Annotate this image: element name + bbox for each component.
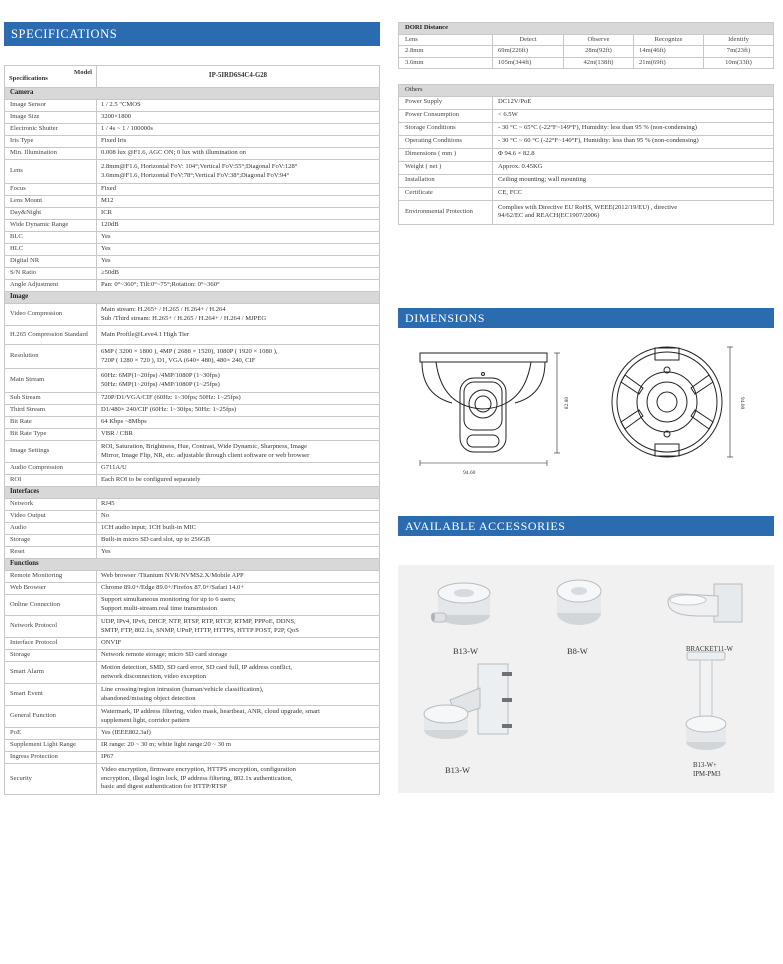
- spec-key: General Function: [5, 706, 97, 728]
- spec-value: ONVIF: [97, 638, 380, 650]
- spec-row: [5, 369, 380, 393]
- spec-key: Wide Dynamic Range: [5, 220, 97, 232]
- spec-value-line: abandoned/missing object detection: [101, 694, 196, 702]
- spec-row: [5, 499, 380, 511]
- spec-key: Network Protocol: [5, 616, 97, 638]
- spec-value: Each ROI to be configured separately: [97, 475, 380, 487]
- spec-row: [5, 326, 380, 345]
- spec-value: ICR: [97, 208, 380, 220]
- model-header-cell: [5, 66, 97, 88]
- others-row: [399, 109, 774, 122]
- spec-key: Third Stream: [5, 405, 97, 417]
- others-row: [399, 96, 774, 109]
- spec-value: Pan: 0°~360°; Tilt:0°~75°;Rotation: 0°~360°: [97, 280, 380, 292]
- b8-w-junction-box-image: [549, 575, 609, 635]
- spec-value: [97, 345, 380, 369]
- spec-value: Yes: [97, 244, 380, 256]
- spec-value-line: encryption, illegal login lock, IP address filtering, 802.1x authentication,: [101, 774, 293, 782]
- spec-value: RJ45: [97, 499, 380, 511]
- spec-row: [5, 256, 380, 268]
- spec-value-line: 720P ( 1280 × 720 ), D1, VGA (640× 480), 480× 240, CIF: [101, 356, 256, 364]
- spec-key: Interface Protocol: [5, 638, 97, 650]
- others-value: - 30 °C ~ 65°C (-22°F~149°F), Humidity: less than 95 % (non-condensing): [493, 122, 774, 135]
- spec-value-line: Video encryption, firmware encryption, HTTPS encryption, configuration: [101, 766, 296, 774]
- spec-row: [5, 160, 380, 184]
- spec-key: Bit Rate: [5, 417, 97, 429]
- spec-row: [5, 405, 380, 417]
- spec-row: [5, 100, 380, 112]
- spec-row: [5, 268, 380, 280]
- b13-w-wall-bracket-image: [420, 658, 520, 753]
- others-key: Dimensions ( mm ): [399, 148, 493, 161]
- spec-row: [5, 184, 380, 196]
- spec-row: [5, 393, 380, 405]
- spec-section-row: [5, 292, 380, 304]
- others-key: Certificate: [399, 187, 493, 200]
- spec-key: Security: [5, 764, 97, 795]
- spec-key: Remote Monitoring: [5, 571, 97, 583]
- spec-value-line: UDP, IPv4, IPv6, DHCP, NTP, RTSP, RTP, RTCP, RTMP, PPPoE, DDNS,: [101, 617, 296, 625]
- dori-row: [399, 46, 774, 58]
- spec-key: Ingress Protection: [5, 752, 97, 764]
- accessory-label: B13-W+: [693, 762, 717, 769]
- spec-key: Supplement Light Range: [5, 740, 97, 752]
- spec-row: [5, 764, 380, 795]
- spec-row: [5, 535, 380, 547]
- spec-key: PoE: [5, 728, 97, 740]
- spec-value: 1CH audio input; 1CH built-in MIC: [97, 523, 380, 535]
- others-value: - 30 °C ~ 60 °C (-22°F~140°F), Humidity: less than 95 % (non-condensing): [493, 135, 774, 148]
- spec-key: Audio Compression: [5, 463, 97, 475]
- spec-section-header: Functions: [5, 559, 380, 571]
- accessory-label: B8-W: [567, 646, 588, 656]
- spec-value: 720P/D1/VGA/CIF (60Hz: 1~30fps; 50Hz: 1~25fps): [97, 393, 380, 405]
- spec-key: Focus: [5, 184, 97, 196]
- dori-cell: 105m(344ft): [493, 57, 564, 69]
- others-value-line: Complies with Directive EU RoHS, WEEE(2012/19/EU) , directive: [498, 203, 678, 211]
- spec-row: [5, 196, 380, 208]
- spec-value: [97, 595, 380, 616]
- dori-column-header: Lens: [399, 34, 493, 46]
- spec-key: Storage: [5, 535, 97, 547]
- spec-value: [97, 160, 380, 184]
- spec-section-header: Image: [5, 292, 380, 304]
- spec-value-line: Support simultaneous monitoring for up to 6 users;: [101, 596, 236, 604]
- spec-value-line: 6MP ( 3200 × 1800 ), 4MP ( 2688 × 1520), 1080P ( 1920 × 1080 ),: [101, 347, 278, 355]
- spec-row: [5, 616, 380, 638]
- others-key: Installation: [399, 174, 493, 187]
- specifications-banner: SPECIFICATIONS: [4, 22, 380, 46]
- spec-key: BLC: [5, 232, 97, 244]
- others-key: Storage Conditions: [399, 122, 493, 135]
- spec-row: [5, 650, 380, 662]
- spec-key: Image Sensor: [5, 100, 97, 112]
- spec-key: Iris Type: [5, 136, 97, 148]
- spec-key: Lens: [5, 160, 97, 184]
- spec-key: Smart Event: [5, 684, 97, 706]
- bracket11-w-image: [662, 580, 747, 630]
- diameter-dimension: 94.00: [739, 396, 746, 410]
- spec-key: S/N Ratio: [5, 268, 97, 280]
- spec-value: VBR / CBR: [97, 429, 380, 441]
- spec-value: [97, 441, 380, 463]
- spec-key: Smart Alarm: [5, 662, 97, 684]
- spec-row: [5, 511, 380, 523]
- spec-key: Video Compression: [5, 304, 97, 326]
- spec-section-header: Interfaces: [5, 487, 380, 499]
- spec-row: [5, 706, 380, 728]
- spec-key: Web Browser: [5, 583, 97, 595]
- spec-row: [5, 571, 380, 583]
- spec-row: [5, 232, 380, 244]
- spec-value-line: Support multi-stream real time transmission: [101, 605, 218, 612]
- spec-value: Web browser /Titanium NVR/NVMS2.X/Mobile APP: [97, 571, 380, 583]
- dori-row: [399, 57, 774, 69]
- spec-row: [5, 429, 380, 441]
- accessory-label: B13-W: [453, 646, 479, 656]
- spec-row: [5, 463, 380, 475]
- others-value-line: 94/62/EC and REACH(EC1907/2006): [498, 212, 600, 220]
- spec-value: ≥50dB: [97, 268, 380, 280]
- dori-cell: 3.6mm: [399, 57, 493, 69]
- model-number: IP-5IRD6S4C4-G28: [97, 66, 380, 88]
- dori-cell: 42m(138ft): [564, 57, 634, 69]
- dori-column-header: Identify: [704, 34, 774, 46]
- spec-value-line: 2.8mm@F1.6, Horizontal FoV: 104°;Vertical FoV:55°;Diagonal FoV:128°: [101, 162, 298, 170]
- spec-key: Lens Mount: [5, 196, 97, 208]
- spec-value-line: Mirror, Image Flip, NR, etc. adjustable through client software or web browser: [101, 451, 310, 459]
- spec-value: 120dB: [97, 220, 380, 232]
- spec-key: H.265 Compression Standard: [5, 326, 97, 345]
- spec-row: [5, 280, 380, 292]
- spec-row: [5, 244, 380, 256]
- spec-value: 3200×1800: [97, 112, 380, 124]
- spec-key: Digital NR: [5, 256, 97, 268]
- spec-value: Chrome 89.0+/Edge 89.0+/Firefox 87.0+/Safari 14.0+: [97, 583, 380, 595]
- spec-value-line: Line crossing/region intrusion (human/vehicle classification),: [101, 685, 264, 693]
- spec-header-row: [5, 66, 380, 88]
- others-table: [398, 84, 774, 225]
- others-row: [399, 161, 774, 174]
- spec-key: Day&Night: [5, 208, 97, 220]
- others-key: Weight ( net ): [399, 161, 493, 174]
- others-row: [399, 187, 774, 200]
- spec-key: Image Settings: [5, 441, 97, 463]
- spec-value: Fixed: [97, 184, 380, 196]
- spec-row: [5, 220, 380, 232]
- spec-row: [5, 345, 380, 369]
- spec-section-header: Camera: [5, 88, 380, 100]
- others-value: DC12V/PoE: [493, 96, 774, 109]
- others-row: [399, 122, 774, 135]
- dori-cell: 2.8mm: [399, 46, 493, 58]
- spec-value: Yes: [97, 256, 380, 268]
- spec-row: [5, 662, 380, 684]
- spec-value-line: 60Hz: 6MP(1~20fps) /4MP/1080P (1~30fps): [101, 371, 220, 379]
- spec-key: Network: [5, 499, 97, 511]
- spec-row: [5, 124, 380, 136]
- spec-row: [5, 583, 380, 595]
- spec-value: Fixed Iris: [97, 136, 380, 148]
- spec-value: [97, 684, 380, 706]
- accessory-label: BRACKET11-W: [686, 646, 733, 653]
- spec-key: Video Output: [5, 511, 97, 523]
- spec-value: 0.008 lux @F1.6, AGC ON; 0 lux with illumination on: [97, 148, 380, 160]
- dori-title: DORI Distance: [399, 23, 774, 35]
- spec-section-row: [5, 559, 380, 571]
- dimensions-banner: DIMENSIONS: [398, 308, 774, 328]
- dori-column-header: Observe: [564, 34, 634, 46]
- others-row: [399, 174, 774, 187]
- spec-row: [5, 752, 380, 764]
- spec-value: [97, 662, 380, 684]
- dori-column-header: Recognize: [634, 34, 704, 46]
- spec-section-row: [5, 487, 380, 499]
- spec-key: ROI: [5, 475, 97, 487]
- others-value: [493, 200, 774, 224]
- camera-side-view-drawing: [412, 345, 592, 475]
- model-label: Model: [74, 69, 92, 76]
- specifications-label: Specifications: [9, 75, 48, 83]
- spec-section-row: [5, 88, 380, 100]
- spec-value: D1/480× 240/CIF (60Hz: 1~30fps; 50Hz: 1~25fps): [97, 405, 380, 417]
- dori-cell: 14m(46ft): [634, 46, 704, 58]
- spec-row: [5, 441, 380, 463]
- dori-cell: 69m(226ft): [493, 46, 564, 58]
- dori-cell: 21m(69ft): [634, 57, 704, 69]
- others-row: [399, 200, 774, 224]
- others-value: Ceiling mounting; wall mounting: [493, 174, 774, 187]
- dori-cell: 28m(92ft): [564, 46, 634, 58]
- spec-row: [5, 740, 380, 752]
- spec-value-line: network disconnection, video exception: [101, 672, 207, 680]
- spec-key: Angle Adjustment: [5, 280, 97, 292]
- spec-value-line: ROI, Saturation, Brightness, Hue, Contrast, Wide Dynamic, Sharpness, Image: [101, 442, 307, 450]
- spec-row: [5, 595, 380, 616]
- spec-row: [5, 684, 380, 706]
- spec-row: [5, 304, 380, 326]
- others-key: Power Supply: [399, 96, 493, 109]
- accessory-label: IPM-PM3: [693, 771, 721, 778]
- dori-distance-table: [398, 22, 774, 69]
- spec-value-line: Motion detection, SMD, SD card error, SD card full, IP address conflict,: [101, 663, 293, 671]
- spec-value-line: supplement light, corridor pattern: [101, 716, 190, 724]
- spec-value: IP67: [97, 752, 380, 764]
- spec-value: Main Profile@Leve4.1 High Tier: [97, 326, 380, 345]
- spec-value: [97, 764, 380, 795]
- spec-row: [5, 417, 380, 429]
- spec-key: Online Connection: [5, 595, 97, 616]
- spec-value-line: 50Hz: 6MP(1~20fps) /4MP/1080P (1~25fps): [101, 380, 220, 388]
- accessories-banner: AVAILABLE ACCESSORIES: [398, 516, 774, 536]
- spec-row: [5, 112, 380, 124]
- spec-key: Resolution: [5, 345, 97, 369]
- spec-value: [97, 304, 380, 326]
- spec-key: HLC: [5, 244, 97, 256]
- others-value: CE, FCC: [493, 187, 774, 200]
- spec-row: [5, 547, 380, 559]
- spec-row: [5, 208, 380, 220]
- spec-value: [97, 706, 380, 728]
- spec-value-line: Sub /Third stream: H.265+ / H.265 / H.264+ / H.264 / MJPEG: [101, 314, 267, 322]
- others-key: Operating Conditions: [399, 135, 493, 148]
- spec-value: G711A/U: [97, 463, 380, 475]
- spec-value: [97, 616, 380, 638]
- spec-key: Sub Stream: [5, 393, 97, 405]
- spec-value: 1 / 2.5 "CMOS: [97, 100, 380, 112]
- spec-row: [5, 728, 380, 740]
- dori-cell: 10m(33ft): [704, 57, 774, 69]
- spec-key: Audio: [5, 523, 97, 535]
- spec-row: [5, 523, 380, 535]
- spec-key: Reset: [5, 547, 97, 559]
- width-dimension: 94.60: [463, 470, 476, 476]
- dori-column-header: Detect: [493, 34, 564, 46]
- spec-value: No: [97, 511, 380, 523]
- others-row: [399, 135, 774, 148]
- spec-value: Network remote storage; micro SD card storage: [97, 650, 380, 662]
- spec-value: Yes: [97, 232, 380, 244]
- spec-value: IR range: 20 ~ 30 m; white light range:20 ~ 30 m: [97, 740, 380, 752]
- spec-key: Main Stream: [5, 369, 97, 393]
- others-value: < 6.5W: [493, 109, 774, 122]
- spec-key: Min. Illumination: [5, 148, 97, 160]
- spec-value-line: Main stream: H.265+ / H.265 / H.264+ / H.264: [101, 305, 226, 313]
- others-value: Φ 94.6 × 82.8: [493, 148, 774, 161]
- specifications-table: [4, 65, 380, 795]
- spec-row: [5, 638, 380, 650]
- spec-value-line: basic and digest authentication for HTTP/RTSP: [101, 783, 227, 791]
- dori-column-header-row: [399, 34, 774, 46]
- spec-key: Image Size: [5, 112, 97, 124]
- spec-value: Yes (IEEE802.3af): [97, 728, 380, 740]
- spec-value: Yes: [97, 547, 380, 559]
- spec-value: [97, 369, 380, 393]
- b13-w-junction-box-image: [428, 575, 498, 635]
- others-section-header: Others: [399, 85, 774, 97]
- spec-value: Built-in micro SD card slot, up to 256GB: [97, 535, 380, 547]
- spec-value: 64 Kbps ~8Mbps: [97, 417, 380, 429]
- spec-key: Storage: [5, 650, 97, 662]
- spec-value-line: SMTP, FTP, 802.1x, SNMP, UPnP, HTTP, HTTPS, HTTP POST, P2P, QoS: [101, 626, 299, 634]
- accessory-label: B13-W: [445, 765, 471, 775]
- spec-value-line: Watermark, IP address filtering, video mask, heartbeat, ANR, cloud upgrade, smart: [101, 707, 320, 715]
- spec-row: [5, 148, 380, 160]
- spec-key: Bit Rate Type: [5, 429, 97, 441]
- height-dimension: 82.80: [564, 396, 571, 410]
- spec-key: Electronic Shutter: [5, 124, 97, 136]
- spec-value-line: 3.6mm@F1.6, Horizontal FoV:78°;Vertical FoV:38°;Diagonal FoV:94°: [101, 171, 290, 179]
- spec-row: [5, 136, 380, 148]
- spec-row: [5, 475, 380, 487]
- others-key: Environmental Protection: [399, 200, 493, 224]
- others-value: Approx. 0.45KG: [493, 161, 774, 174]
- spec-value: 1 / 4s ~ 1 / 100000s: [97, 124, 380, 136]
- others-key: Power Consumption: [399, 109, 493, 122]
- dori-cell: 7m(23ft): [704, 46, 774, 58]
- b13-w-ipm-pm3-pendant-image: [681, 650, 731, 755]
- others-row: [399, 148, 774, 161]
- spec-value: M12: [97, 196, 380, 208]
